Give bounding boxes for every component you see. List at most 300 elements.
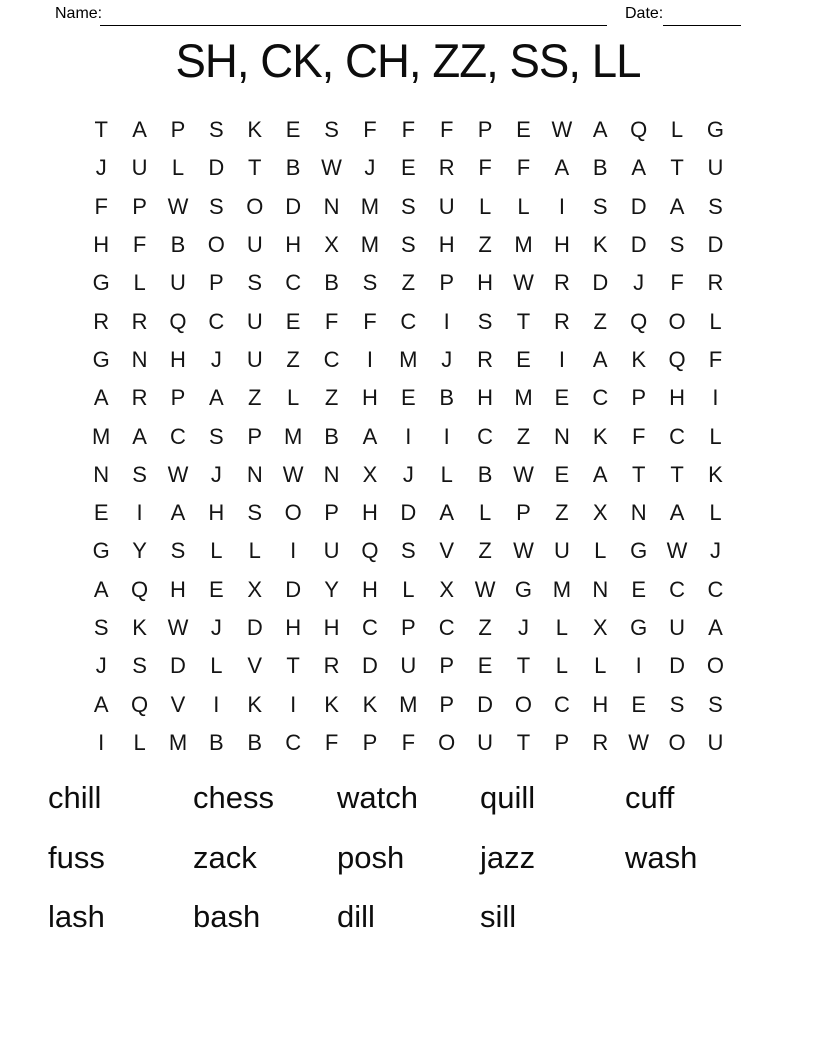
grid-letter: C (553, 691, 570, 717)
grid-letter: S (209, 193, 224, 219)
grid-letter: G (630, 538, 648, 564)
grid-letter: I (98, 729, 105, 755)
grid-letter: P (170, 385, 186, 411)
grid-letter: S (209, 423, 224, 449)
grid-letter: H (477, 270, 494, 296)
grid-letter: E (400, 155, 416, 181)
grid-letter: J (95, 155, 107, 181)
grid-letter: S (247, 500, 263, 526)
grid-letter: W (513, 461, 534, 487)
grid-letter: Z (478, 232, 492, 258)
grid-letter: F (363, 308, 377, 334)
grid-letter: A (439, 500, 455, 526)
grid-letter: A (362, 423, 378, 449)
grid-letter: K (362, 691, 378, 717)
grid-letter: U (707, 155, 724, 181)
grid-letter: S (708, 193, 723, 219)
grid-letter: Z (478, 615, 492, 640)
grid-letter: B (247, 729, 263, 755)
grid-letter: O (514, 691, 533, 717)
grid-letter: P (439, 691, 455, 717)
grid-letter: N (592, 576, 609, 602)
grid-letter: G (630, 615, 648, 640)
grid-letter: H (285, 232, 302, 258)
grid-letter: C (361, 615, 378, 640)
grid-letter: L (171, 155, 185, 181)
grid-letter: I (712, 385, 719, 411)
grid-letter: D (285, 576, 302, 602)
grid-letter: C (208, 308, 225, 334)
grid-letter: A (669, 193, 685, 219)
grid-letter: I (443, 423, 450, 449)
grid-letter: R (477, 346, 494, 372)
grid-letter: F (363, 117, 377, 143)
grid-letter: J (95, 653, 107, 679)
grid-letter: F (401, 729, 416, 755)
grid-letter: U (246, 346, 263, 372)
grid-letter: I (558, 346, 565, 372)
grid-letter: A (592, 346, 608, 372)
grid-letter: M (399, 346, 418, 372)
grid-letter: R (323, 653, 340, 679)
grid-letter: P (439, 653, 455, 679)
word-list-item: chess (193, 780, 274, 815)
grid-letter: J (364, 155, 376, 181)
grid-letter: E (285, 117, 301, 143)
grid-letter: S (669, 232, 685, 258)
grid-letter: F (478, 155, 492, 181)
grid-letter: L (709, 308, 722, 334)
grid-letter: F (324, 308, 339, 334)
word-list-item: posh (337, 839, 405, 875)
grid-letter: B (477, 461, 493, 487)
grid-letter: L (133, 729, 146, 755)
grid-letter: J (517, 615, 529, 640)
name-blank-line (100, 0, 607, 26)
grid-letter: F (631, 423, 646, 449)
grid-letter: T (94, 117, 108, 143)
grid-letter: B (592, 155, 608, 181)
grid-letter: X (362, 461, 378, 487)
grid-letter: M (552, 576, 572, 602)
grid-letter: L (555, 653, 568, 679)
grid-letter: H (477, 385, 494, 411)
grid-letter: L (248, 538, 261, 564)
grid-letter: U (323, 538, 340, 564)
grid-letter: K (631, 346, 646, 372)
word-list-item: chill (48, 780, 102, 815)
grid-letter: K (592, 232, 608, 258)
word-list-item: bash (193, 899, 261, 934)
grid-letter: F (439, 117, 454, 143)
grid-letter: Q (630, 308, 648, 334)
word-list-item: fuss (48, 839, 105, 875)
grid-letter: W (551, 117, 573, 143)
grid-letter: H (170, 346, 186, 372)
grid-letter: U (553, 538, 570, 564)
grid-letter: B (285, 155, 301, 181)
grid-letter: A (93, 691, 109, 717)
word-list-item: wash (625, 839, 698, 875)
grid-letter: W (282, 461, 304, 487)
grid-letter: P (554, 729, 570, 755)
grid-letter: T (286, 653, 300, 679)
grid-letter: P (209, 270, 224, 296)
grid-letter: Y (132, 538, 147, 564)
grid-letter: E (285, 308, 301, 334)
grid-letter: M (360, 193, 380, 219)
grid-letter: L (287, 385, 300, 411)
grid-letter: X (592, 615, 608, 640)
date-blank-line (663, 0, 741, 26)
grid-letter: P (400, 615, 416, 640)
grid-letter: S (708, 691, 723, 717)
grid-letter: W (666, 538, 688, 564)
grid-letter: L (478, 193, 492, 219)
grid-letter: H (93, 232, 110, 258)
grid-letter: E (554, 461, 570, 487)
grid-letter: L (594, 653, 607, 679)
grid-letter: A (592, 461, 608, 487)
grid-letter: U (438, 193, 455, 219)
grid-letter: R (592, 729, 609, 755)
grid-letter: J (709, 538, 721, 564)
grid-letter: C (592, 385, 609, 411)
grid-letter: F (401, 117, 416, 143)
grid-letter: O (668, 729, 686, 755)
grid-letter: L (402, 576, 415, 602)
grid-letter: C (669, 423, 685, 449)
grid-letter: E (516, 117, 531, 143)
grid-letter: S (669, 691, 685, 717)
grid-letter: M (514, 232, 533, 258)
grid-letter: D (400, 500, 417, 526)
grid-letter: L (670, 117, 684, 143)
grid-letter: B (170, 232, 186, 258)
grid-letter: X (592, 500, 608, 526)
grid-letter: P (477, 117, 493, 143)
grid-letter: P (439, 270, 455, 296)
grid-letter: J (633, 270, 645, 296)
grid-letter: E (631, 691, 646, 717)
grid-letter: K (247, 691, 263, 717)
grid-letter: N (246, 461, 263, 487)
grid-letter: K (132, 615, 147, 640)
grid-letter: S (592, 193, 608, 219)
grid-letter: O (706, 653, 724, 679)
grid-letter: S (477, 308, 493, 334)
grid-letter: Q (361, 538, 379, 564)
grid-letter: U (170, 270, 186, 296)
letter-grid (82, 111, 735, 762)
grid-letter: F (708, 346, 723, 372)
grid-letter: C (285, 270, 302, 296)
grid-letter: H (170, 576, 186, 602)
grid-letter: S (362, 270, 378, 296)
grid-letter: G (92, 270, 110, 296)
grid-letter: E (554, 385, 570, 411)
grid-letter: M (168, 729, 188, 755)
grid-letter: L (210, 538, 223, 564)
grid-letter: S (170, 538, 186, 564)
grid-letter: O (284, 500, 302, 526)
grid-letter: I (366, 346, 373, 372)
grid-letter: A (631, 155, 646, 181)
grid-letter: T (516, 308, 531, 334)
grid-letter: H (592, 691, 609, 717)
grid-letter: C (170, 423, 186, 449)
grid-letter: S (400, 232, 416, 258)
grid-letter: B (209, 729, 224, 755)
grid-letter: J (210, 615, 222, 640)
grid-letter: J (210, 346, 222, 372)
grid-letter: W (321, 155, 342, 181)
grid-letter: K (592, 423, 608, 449)
grid-letter: D (592, 270, 609, 296)
grid-letter: A (93, 576, 109, 602)
grid-letter: D (246, 615, 263, 640)
grid-letter: M (283, 423, 303, 449)
grid-letter: W (513, 538, 534, 564)
grid-letter: B (324, 270, 339, 296)
grid-letter: J (210, 461, 222, 487)
grid-letter: R (707, 270, 724, 296)
grid-letter: S (93, 615, 109, 640)
grid-letter: H (438, 232, 455, 258)
grid-letter: S (247, 270, 263, 296)
grid-letter: S (400, 538, 416, 564)
grid-letter: P (516, 500, 531, 526)
grid-letter: H (553, 232, 570, 258)
grid-letter: N (553, 423, 570, 449)
grid-letter: O (668, 308, 686, 334)
grid-letter: A (93, 385, 109, 411)
grid-letter: F (324, 729, 339, 755)
grid-letter: L (517, 193, 530, 219)
grid-letter: D (630, 232, 647, 258)
grid-letter: F (132, 232, 147, 258)
grid-letter: L (709, 423, 722, 449)
grid-letter: V (170, 691, 186, 717)
grid-letter: Q (630, 117, 648, 143)
grid-letter: H (361, 576, 378, 602)
grid-letter: W (167, 615, 189, 640)
grid-letter: L (133, 270, 146, 296)
grid-letter: L (709, 500, 722, 526)
grid-letter: R (553, 270, 570, 296)
grid-letter: X (247, 576, 263, 602)
grid-letter: Z (478, 538, 492, 564)
grid-letter: Z (324, 385, 339, 411)
grid-letter: Q (169, 308, 187, 334)
grid-letter: L (210, 653, 223, 679)
grid-letter: P (247, 423, 263, 449)
grid-letter: M (360, 232, 380, 258)
grid-letter: I (405, 423, 412, 449)
grid-letter: Z (286, 346, 300, 372)
grid-letter: O (207, 232, 225, 258)
grid-letter: D (477, 691, 494, 717)
grid-letter: X (324, 232, 339, 258)
grid-letter: R (93, 308, 110, 334)
grid-letter: O (438, 729, 456, 755)
puzzle-title: SH, CK, CH, ZZ, SS, LL (175, 34, 641, 87)
grid-letter: R (438, 155, 455, 181)
grid-letter: W (474, 576, 496, 602)
grid-letter: P (132, 193, 147, 219)
grid-letter: S (400, 193, 416, 219)
grid-letter: E (631, 576, 646, 602)
grid-letter: M (92, 423, 111, 449)
grid-letter: L (440, 461, 453, 487)
grid-letter: H (669, 385, 685, 411)
grid-letter: I (136, 500, 143, 526)
grid-letter: I (443, 308, 450, 334)
grid-letter: I (213, 691, 220, 717)
grid-letter: S (132, 461, 147, 487)
name-label: Name: (55, 5, 103, 22)
grid-letter: R (131, 308, 148, 334)
grid-letter: X (439, 576, 455, 602)
grid-letter: G (92, 538, 110, 564)
grid-letter: C (285, 729, 302, 755)
word-list-item: dill (337, 899, 375, 934)
grid-letter: T (516, 653, 531, 679)
grid-letter: N (323, 193, 340, 219)
grid-letter: T (670, 461, 684, 487)
grid-letter: O (246, 193, 264, 219)
grid-letter: H (323, 615, 340, 640)
date-label: Date: (625, 5, 664, 22)
grid-letter: T (670, 155, 684, 181)
grid-letter: I (558, 193, 565, 219)
grid-letter: L (478, 500, 492, 526)
grid-letter: C (400, 308, 417, 334)
grid-letter: Q (668, 346, 686, 372)
grid-letter: A (132, 117, 147, 143)
grid-letter: D (285, 193, 302, 219)
grid-letter: L (594, 538, 607, 564)
grid-letter: Z (516, 423, 531, 449)
grid-letter: W (513, 270, 534, 296)
grid-letter: U (246, 232, 263, 258)
grid-letter: U (477, 729, 494, 755)
grid-letter: C (707, 576, 724, 602)
grid-letter: H (361, 500, 378, 526)
grid-letter: D (170, 653, 186, 679)
word-list-item: lash (48, 899, 105, 934)
grid-letter: Z (248, 385, 262, 411)
grid-letter: P (631, 385, 646, 411)
grid-letter: D (630, 193, 647, 219)
grid-letter: P (170, 117, 186, 143)
grid-letter: F (516, 155, 531, 181)
grid-letter: W (628, 729, 650, 755)
word-list-item: sill (480, 899, 517, 934)
grid-letter: F (670, 270, 684, 296)
grid-letter: U (246, 308, 263, 334)
grid-letter: T (631, 461, 646, 487)
grid-letter: I (635, 653, 642, 679)
grid-letter: Z (593, 308, 607, 334)
grid-letter: A (708, 615, 723, 640)
grid-letter: L (555, 615, 568, 640)
grid-letter: A (209, 385, 224, 411)
grid-letter: A (170, 500, 186, 526)
grid-letter: K (324, 691, 339, 717)
grid-letter: D (361, 653, 378, 679)
grid-letter: B (324, 423, 339, 449)
grid-letter: U (669, 615, 685, 640)
grid-letter: W (167, 461, 189, 487)
grid-letter: M (399, 691, 418, 717)
grid-letter: J (402, 461, 414, 487)
grid-letter: C (477, 423, 494, 449)
grid-letter: N (630, 500, 647, 526)
word-list (48, 781, 785, 960)
grid-letter: S (209, 117, 224, 143)
grid-letter: C (669, 576, 685, 602)
grid-letter: V (247, 653, 263, 679)
grid-letter: Z (401, 270, 416, 296)
grid-letter: B (439, 385, 455, 411)
grid-letter: Q (131, 691, 149, 717)
grid-letter: E (400, 385, 416, 411)
grid-letter: E (516, 346, 531, 372)
grid-letter: E (209, 576, 224, 602)
word-list-item: watch (337, 780, 418, 815)
grid-letter: W (167, 193, 189, 219)
grid-letter: I (290, 538, 297, 564)
grid-letter: R (131, 385, 148, 411)
grid-letter: H (208, 500, 225, 526)
grid-letter: N (93, 461, 110, 487)
grid-letter: G (706, 117, 724, 143)
grid-letter: V (439, 538, 455, 564)
grid-letter: U (400, 653, 417, 679)
grid-letter: G (514, 576, 533, 602)
grid-letter: F (94, 193, 108, 219)
grid-letter: Q (131, 576, 149, 602)
grid-letter: U (131, 155, 148, 181)
grid-letter: K (247, 117, 263, 143)
grid-letter: A (554, 155, 570, 181)
grid-letter: Y (324, 576, 339, 602)
grid-letter: C (438, 615, 455, 640)
grid-letter: P (324, 500, 339, 526)
word-list-item: jazz (480, 839, 536, 875)
grid-letter: H (285, 615, 302, 640)
grid-letter: G (92, 346, 110, 372)
grid-letter: Z (555, 500, 569, 526)
grid-letter: T (248, 155, 262, 181)
grid-letter: M (514, 385, 533, 411)
grid-letter: R (553, 308, 570, 334)
grid-letter: A (669, 500, 685, 526)
grid-letter: S (324, 117, 339, 143)
grid-letter: E (477, 653, 493, 679)
grid-letter: I (290, 691, 297, 717)
grid-letter: C (323, 346, 340, 372)
word-list-item: zack (193, 839, 257, 875)
word-list-item: quill (480, 780, 536, 815)
grid-letter: K (708, 461, 723, 487)
word-list-item: cuff (625, 780, 675, 815)
grid-letter: N (131, 346, 148, 372)
grid-letter: A (132, 423, 147, 449)
grid-letter: J (441, 346, 453, 372)
grid-letter: H (361, 385, 378, 411)
